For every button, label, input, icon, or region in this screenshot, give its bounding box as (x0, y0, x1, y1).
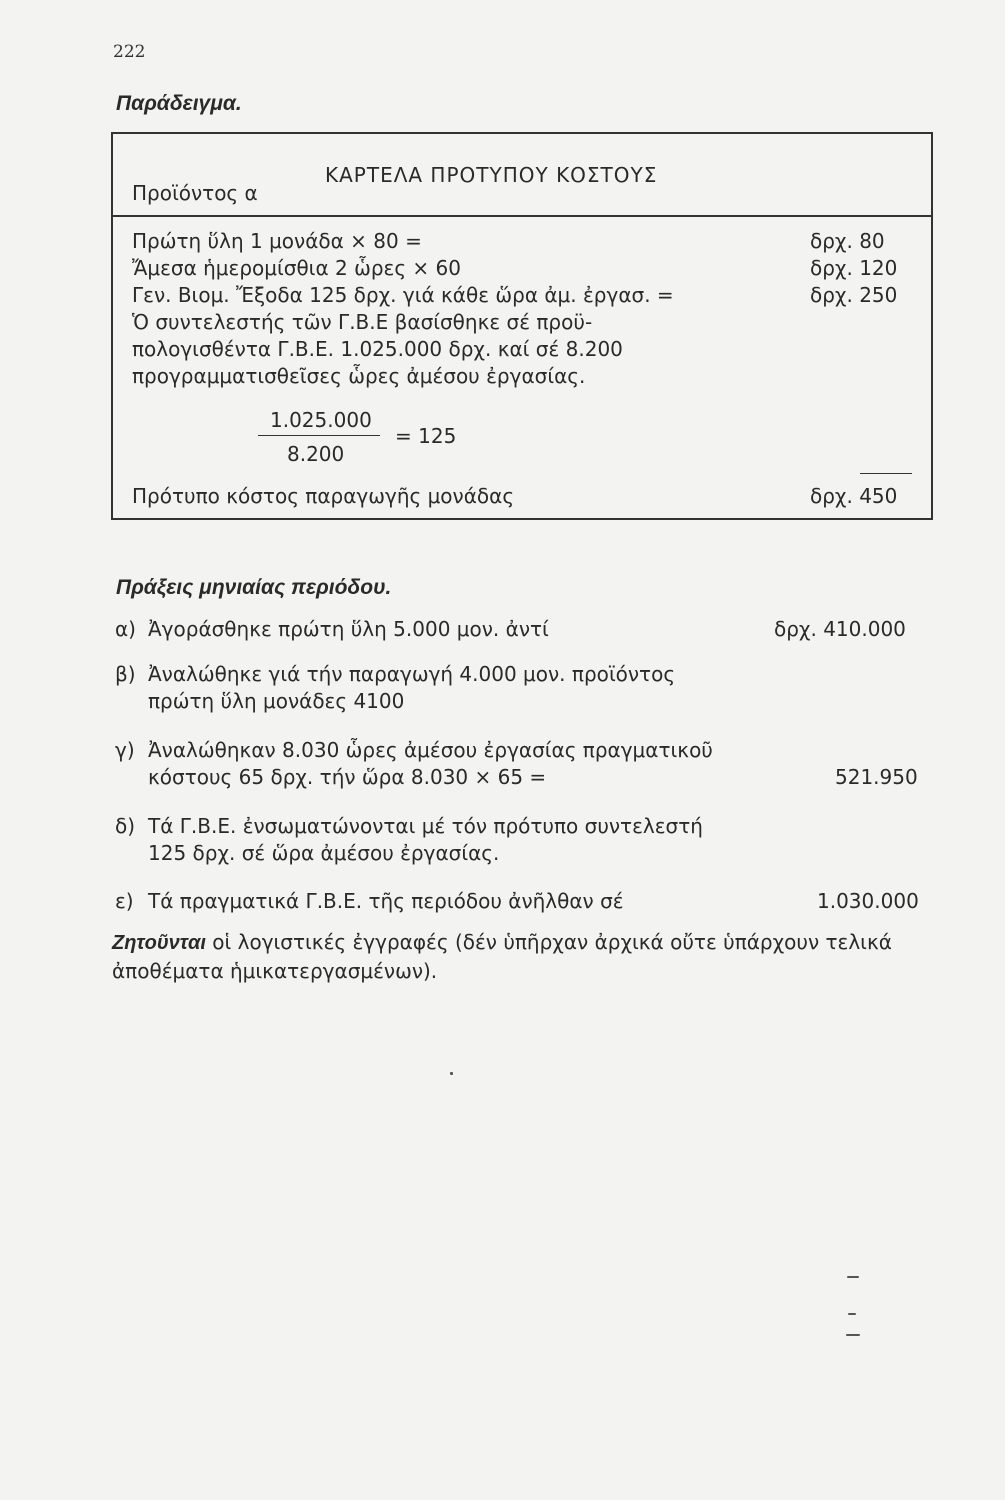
example-heading: Παράδειγμα. (116, 92, 242, 115)
operation-text: Τά Γ.Β.Ε. ἐνσωματώνονται μέ τόν πρότυπο συντελεστή (148, 814, 703, 838)
operations-heading: Πράξεις μηνιαίας περιόδου. (116, 576, 392, 599)
operation-text: πρώτη ὕλη μονάδες 4100 (148, 689, 405, 713)
page-speck (848, 1313, 856, 1315)
operation-letter: δ) (115, 814, 136, 838)
standard-cost-card (111, 132, 933, 520)
page-speck (847, 1276, 859, 1278)
operation-amount: 521.950 (835, 765, 918, 789)
card-line: Ὁ συντελεστής τῶν Γ.Β.Ε βασίσθηκε σέ προϋ- (132, 310, 593, 334)
operation-text: Ἀγοράσθηκε πρώτη ὕλη 5.000 μον. ἀντί (148, 617, 549, 641)
operation-amount: 1.030.000 (817, 889, 919, 913)
total-label: Πρότυπο κόστος παραγωγῆς μονάδας (132, 484, 515, 508)
required-label: Ζητοῦνται (112, 932, 206, 954)
total-amount: δρχ. 450 (810, 484, 898, 508)
card-line: Πρώτη ὕλη 1 μονάδα × 80 = (132, 229, 422, 253)
operation-letter: α) (115, 617, 136, 641)
page-speck (450, 1072, 453, 1075)
card-line: πολογισθέντα Γ.Β.Ε. 1.025.000 δρχ. καί σέ 8.200 (132, 337, 623, 361)
card-line: προγραμματισθεῖσες ὧρες ἀμέσου ἐργασίας. (132, 364, 586, 388)
card-line: Ἄμεσα ἡμερομίσθια 2 ὧρες × 60 (132, 256, 461, 280)
operation-text: Ἀναλώθηκαν 8.030 ὧρες ἀμέσου ἐργασίας πραγματικοῦ (148, 738, 713, 762)
operation-letter: ε) (115, 889, 134, 913)
operation-text: κόστους 65 δρχ. τήν ὥρα 8.030 × 65 = (148, 765, 547, 789)
card-amount: δρχ. 120 (810, 256, 898, 280)
card-header (113, 134, 931, 217)
fraction-denominator: 8.200 (287, 442, 345, 466)
operation-text: 125 δρχ. σέ ὥρα ἀμέσου ἐργασίας. (148, 841, 500, 865)
operation-text: Ἀναλώθηκε γιά τήν παραγωγή 4.000 μον. προϊόντος (148, 662, 676, 686)
operation-letter: β) (115, 662, 136, 686)
total-rule (860, 473, 912, 474)
operation-amount: δρχ. 410.000 (774, 617, 906, 641)
page-number: 222 (113, 42, 146, 62)
required-paragraph (112, 928, 938, 985)
operation-letter: γ) (115, 738, 135, 762)
fraction-bar (258, 435, 380, 436)
page-speck (846, 1334, 860, 1336)
card-amount: δρχ. 250 (810, 283, 898, 307)
card-product: Προϊόντος α (132, 181, 258, 205)
card-amount: δρχ. 80 (810, 229, 885, 253)
required-text: οἱ λογιστικές ἐγγραφές (δέν ὑπῆρχαν ἀρχικά οὔτε ὑπάρχουν τελικά ἀποθέματα ἡμικατεργασμένων). (112, 930, 892, 983)
card-line: Γεν. Βιομ. Ἔξοδα 125 δρχ. γιά κάθε ὥρα ἀμ. ἐργασ. = (132, 283, 674, 307)
card-title: ΚΑΡΤΕΛΑ ΠΡΟΤΥΠΟΥ ΚΟΣΤΟΥΣ (325, 163, 658, 187)
fraction-result: = 125 (395, 424, 457, 448)
fraction-numerator: 1.025.000 (270, 408, 372, 432)
operation-text: Τά πραγματικά Γ.Β.Ε. τῆς περιόδου ἀνῆλθαν σέ (148, 889, 624, 913)
